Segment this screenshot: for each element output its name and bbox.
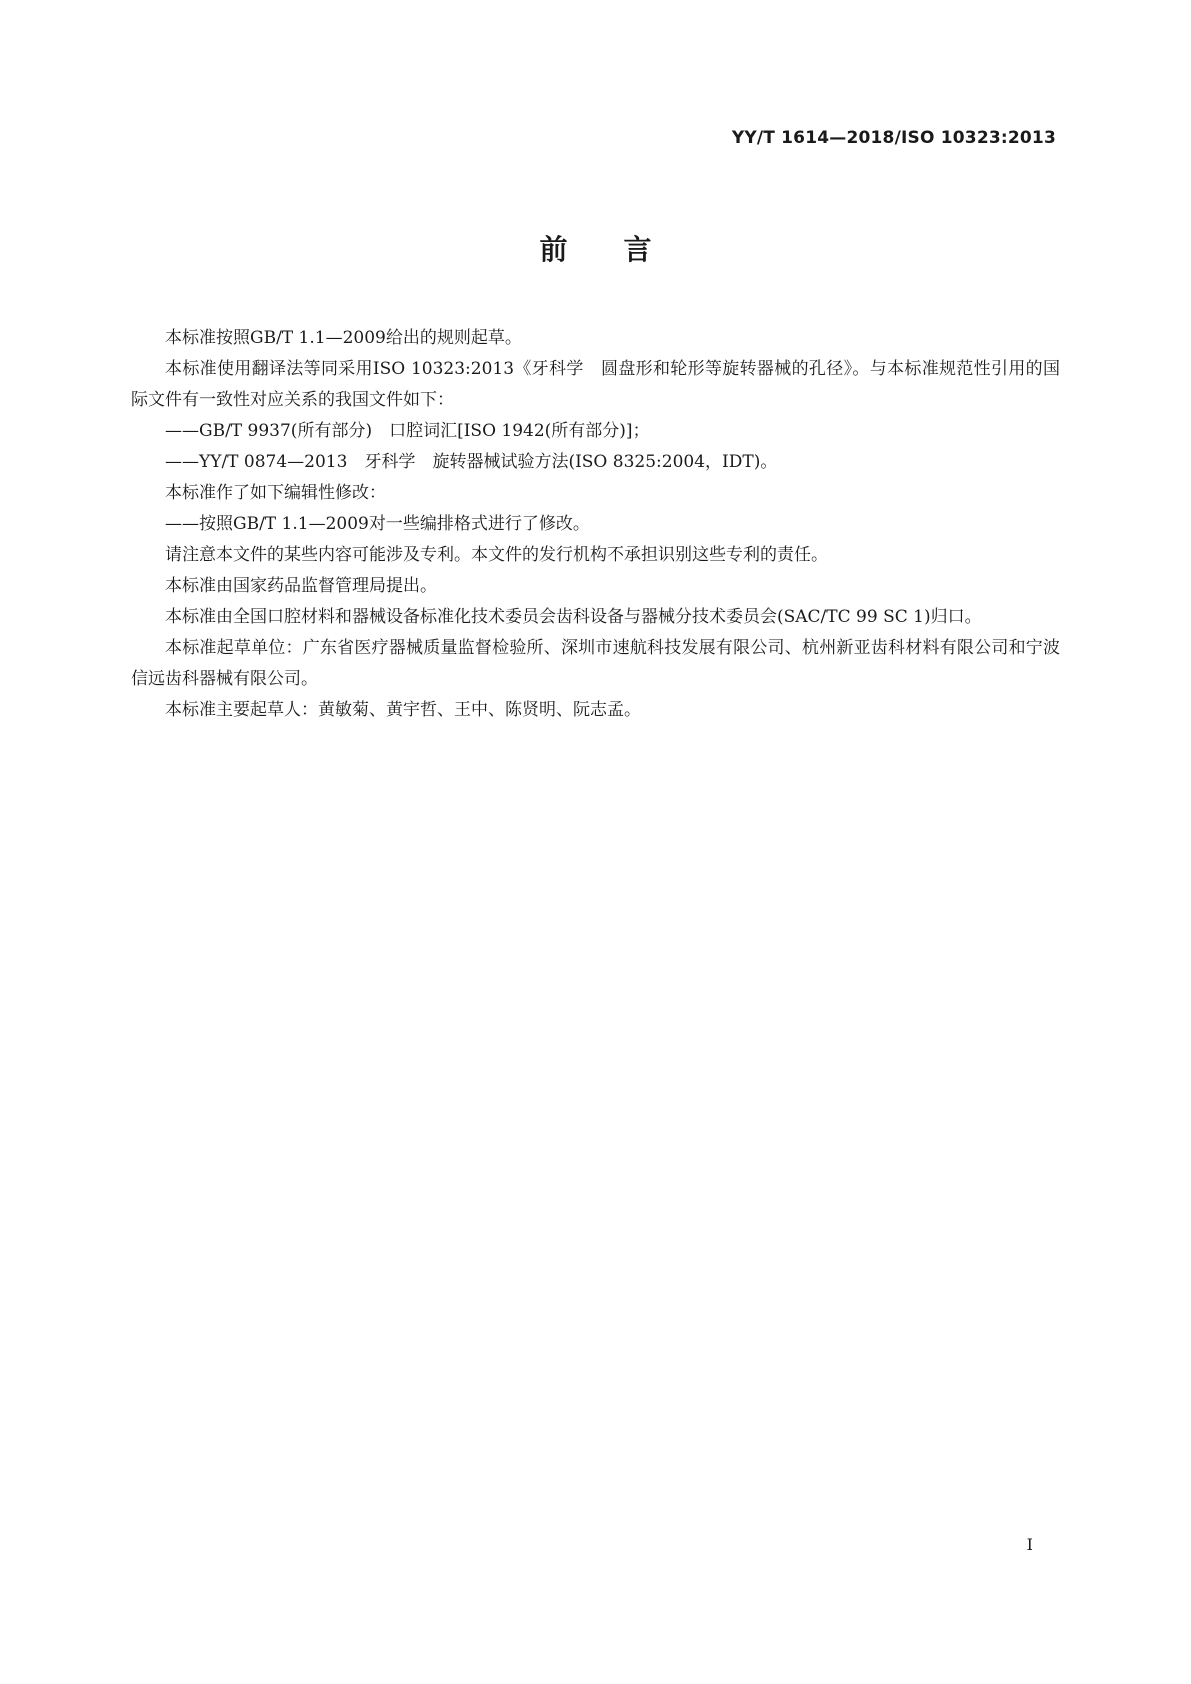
- foreword-body: [131, 323, 1060, 726]
- list-item-reference-1: ——GB/T 9937(所有部分) 口腔词汇[ISO 1942(所有部分)]；: [165, 421, 650, 441]
- paragraph-proposed-by: 本标准由国家药品监督管理局提出。: [165, 576, 437, 596]
- paragraph-patent-notice: 请注意本文件的某些内容可能涉及专利。本文件的发行机构不承担识别这些专利的责任。: [165, 545, 828, 565]
- standard-code-header: YY/T 1614—2018/ISO 10323:2013: [731, 128, 1056, 148]
- list-item-reference-2: ——YY/T 0874—2013 牙科学 旋转器械试验方法(ISO 8325:2004，IDT)。: [165, 452, 778, 472]
- paragraph-drafters: 本标准主要起草人：黄敏菊、黄宇哲、王中、陈贤明、阮志孟。: [165, 700, 641, 720]
- paragraph-drafting-rules: 本标准按照GB/T 1.1—2009给出的规则起草。: [165, 328, 522, 348]
- paragraph-drafting-organizations: 本标准起草单位：广东省医疗器械质量监督检验所、深圳市速航科技发展有限公司、杭州新亚齿科材料有限公司和宁波信远齿科器械有限公司。: [131, 638, 1060, 689]
- paragraph-administered-by: 本标准由全国口腔材料和器械设备标准化技术委员会齿科设备与器械分技术委员会(SAC/TC 99 SC 1)归口。: [165, 607, 982, 627]
- paragraph-editorial-changes: 本标准作了如下编辑性修改：: [165, 483, 386, 503]
- page-number: I: [1026, 1535, 1033, 1554]
- paragraph-adoption: 本标准使用翻译法等同采用ISO 10323:2013《牙科学 圆盘形和轮形等旋转器械的孔径》。与本标准规范性引用的国际文件有一致性对应关系的我国文件如下：: [131, 359, 1060, 410]
- page-title: 前言: [539, 233, 708, 266]
- list-item-editorial-change: ——按照GB/T 1.1—2009对一些编排格式进行了修改。: [165, 514, 590, 534]
